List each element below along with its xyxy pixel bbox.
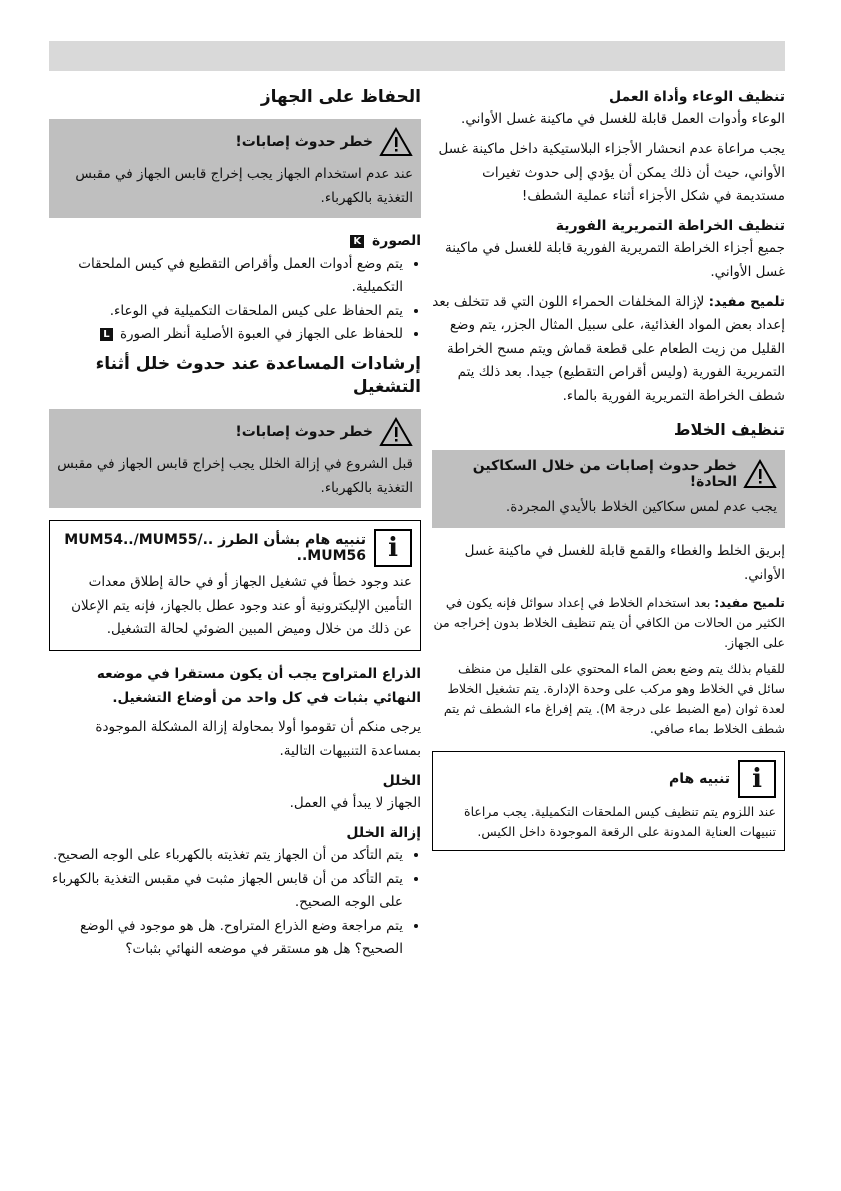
fault-text: الجهاز لا يبدأ في العمل. <box>289 794 421 811</box>
warning-box <box>49 119 421 218</box>
section-title: تنظيف الخلاط <box>673 419 785 439</box>
right-column <box>432 86 785 863</box>
warning-triangle-icon <box>743 459 777 489</box>
figure-badge-k: K <box>350 235 364 248</box>
warning-box <box>432 450 785 528</box>
bullet-list <box>49 253 421 348</box>
figure-label: الصورة <box>372 233 421 250</box>
tip-paragraph <box>432 593 785 653</box>
list-item <box>49 323 403 347</box>
section-title: الحفاظ على الجهاز <box>260 87 421 107</box>
list-item: • يتم التأكد من أن قابس الجهاز مثبت في مقبس التغذية بالكهرباء على الوجه الصحيح. <box>49 868 403 915</box>
note-title: تنبيه هام بشأن الطرز ../MUM54../MUM55 ..MUM56 <box>64 532 366 565</box>
list-item: • يتم مراجعة وضع الذراع المتراوح. هل هو موجود في الوضع الصحيح؟ هل هو مستقر في موضعه النهائي بثبات؟ <box>49 915 403 962</box>
note-box <box>49 520 421 651</box>
info-icon: i <box>374 529 412 567</box>
section-title: إرشادات المساعدة عند حدوث خلل أثناء التشغيل <box>95 354 421 398</box>
note-text: عند اللزوم يتم تنظيف كيس الملحقات التكميلية. يجب مراعاة تنبيهات العناية المدونة على الرقعة الموجودة داخل الكيس. <box>464 804 776 840</box>
warning-text: عند عدم استخدام الجهاز يجب إخراج قابس الجهاز في مقبس التغذية بالكهرباء. <box>75 165 413 206</box>
paragraph: جميع أجزاء الخراطة التمريرية الفورية قابلة للغسل في ماكينة غسل الأواني. <box>445 240 785 280</box>
paragraph: الوعاء وأدوات العمل قابلة للغسل في ماكينة غسل الأواني. <box>461 111 785 128</box>
tip-text: لإزالة المخلفات الحمراء اللون التي قد تتخلف بعد إعداد بعض المواد الغذائية، على سبيل المثال الجزر، يتم وضع القليل من زيت الطعام على قطعة قماش ويتم مسح الخراطة التمريرية الفورية (وليس أقراص التقطيع) جيدا. بعد ذلك يتم شطف الخراطة التمريرية الفورية بالماء. <box>432 293 785 405</box>
bullet-list <box>49 844 421 962</box>
warning-triangle-icon <box>379 127 413 157</box>
warning-header <box>440 458 777 490</box>
fix-title: إزالة الخلل <box>346 824 421 841</box>
note-header <box>58 529 412 567</box>
paragraph: إبريق الخلط والغطاء والقمع قابلة للغسل في ماكينة غسل الأواني. <box>464 542 785 583</box>
section-title: تنظيف الوعاء وأداة العمل <box>608 89 785 105</box>
tip-label: تلميح مفيد: <box>714 595 785 611</box>
header-bar <box>49 41 785 71</box>
warning-header <box>57 417 413 447</box>
tip-label: تلميح مفيد: <box>708 293 785 310</box>
warning-title: خطر حدوث إصابات من خلال السكاكين الحادة! <box>472 458 737 491</box>
info-icon: i <box>738 760 776 798</box>
paragraph: يرجى منكم أن تقوموا أولا بمحاولة إزالة المشكلة الموجودة بمساعدة التنبيهات التالية. <box>95 719 421 759</box>
note-box <box>432 751 785 851</box>
warning-triangle-icon <box>379 417 413 447</box>
tip-text: بعد استخدام الخلاط في إعداد سوائل فإنه يكون في الكثير من الحالات من الكافي أن يتم تنظيف الخلاط بدون إخراجه من على الجهاز. <box>433 595 785 651</box>
note-text: عند وجود خطأ في تشغيل الجهاز أو في حالة إطلاق معدات التأمين الإليكترونية أو عند وجود عطل بالجهاز، فإنه يتم الإعلان عن ذلك من خلال وميض المبين الضوئي لحالة التشغيل. <box>71 574 412 638</box>
list-item: • يتم التأكد من أن الجهاز يتم تغذيته بالكهرباء على الوجه الصحيح. <box>49 844 403 868</box>
figure-heading <box>49 230 421 252</box>
paragraph: يجب مراعاة عدم انحشار الأجزاء البلاستيكية داخل ماكينة غسل الأواني، حيث أن ذلك يمكن أن يؤدي إلى حدوث تغيرات مستديمة في شكل الأجزاء أثناء عملية الشطف! <box>438 141 785 205</box>
warning-text: قبل الشروع في إزالة الخلل يجب إخراج قابس الجهاز في مقبس التغذية بالكهرباء. <box>57 455 413 496</box>
bold-paragraph: الذراع المتراوح يجب أن يكون مستقرا في موضعه النهائي بثبات في كل واحد من أوضاع التشغيل. <box>96 666 421 706</box>
figure-badge-l: L <box>100 328 112 341</box>
warning-title: خطر حدوث إصابات! <box>235 133 373 150</box>
list-item-text: للحفاظ على الجهاز في العبوة الأصلية أنظر الصورة <box>119 326 403 343</box>
paragraph: للقيام بذلك يتم وضع بعض الماء المحتوي على القليل من منظف سائل في الخلاط وهو مركب على وحدة الإدارة. يتم تشغيل الخلاط لعدة ثوان (مع الضبط على درجة M). يتم إفراغ ماء الشطف ثم يتم شطف الخلاط بماء صافي. <box>443 661 785 737</box>
tip-paragraph <box>432 291 785 409</box>
note-header <box>441 760 776 798</box>
fault-title: الخلل <box>382 772 421 789</box>
warning-header <box>57 127 413 157</box>
left-column <box>49 86 421 968</box>
warning-title: خطر حدوث إصابات! <box>235 423 373 440</box>
warning-box <box>49 409 421 508</box>
list-item: • يتم وضع أدوات العمل وأقراص التقطيع في كيس الملحقات التكميلية. <box>49 253 403 300</box>
note-title: تنبيه هام <box>669 771 730 788</box>
section-title: تنظيف الخراطة التمريرية الفورية <box>555 217 785 234</box>
list-item: • يتم الحفاظ على كيس الملحقات التكميلية في الوعاء. <box>49 300 403 324</box>
warning-text: يجب عدم لمس سكاكين الخلاط بالأيدي المجردة. <box>505 499 777 516</box>
